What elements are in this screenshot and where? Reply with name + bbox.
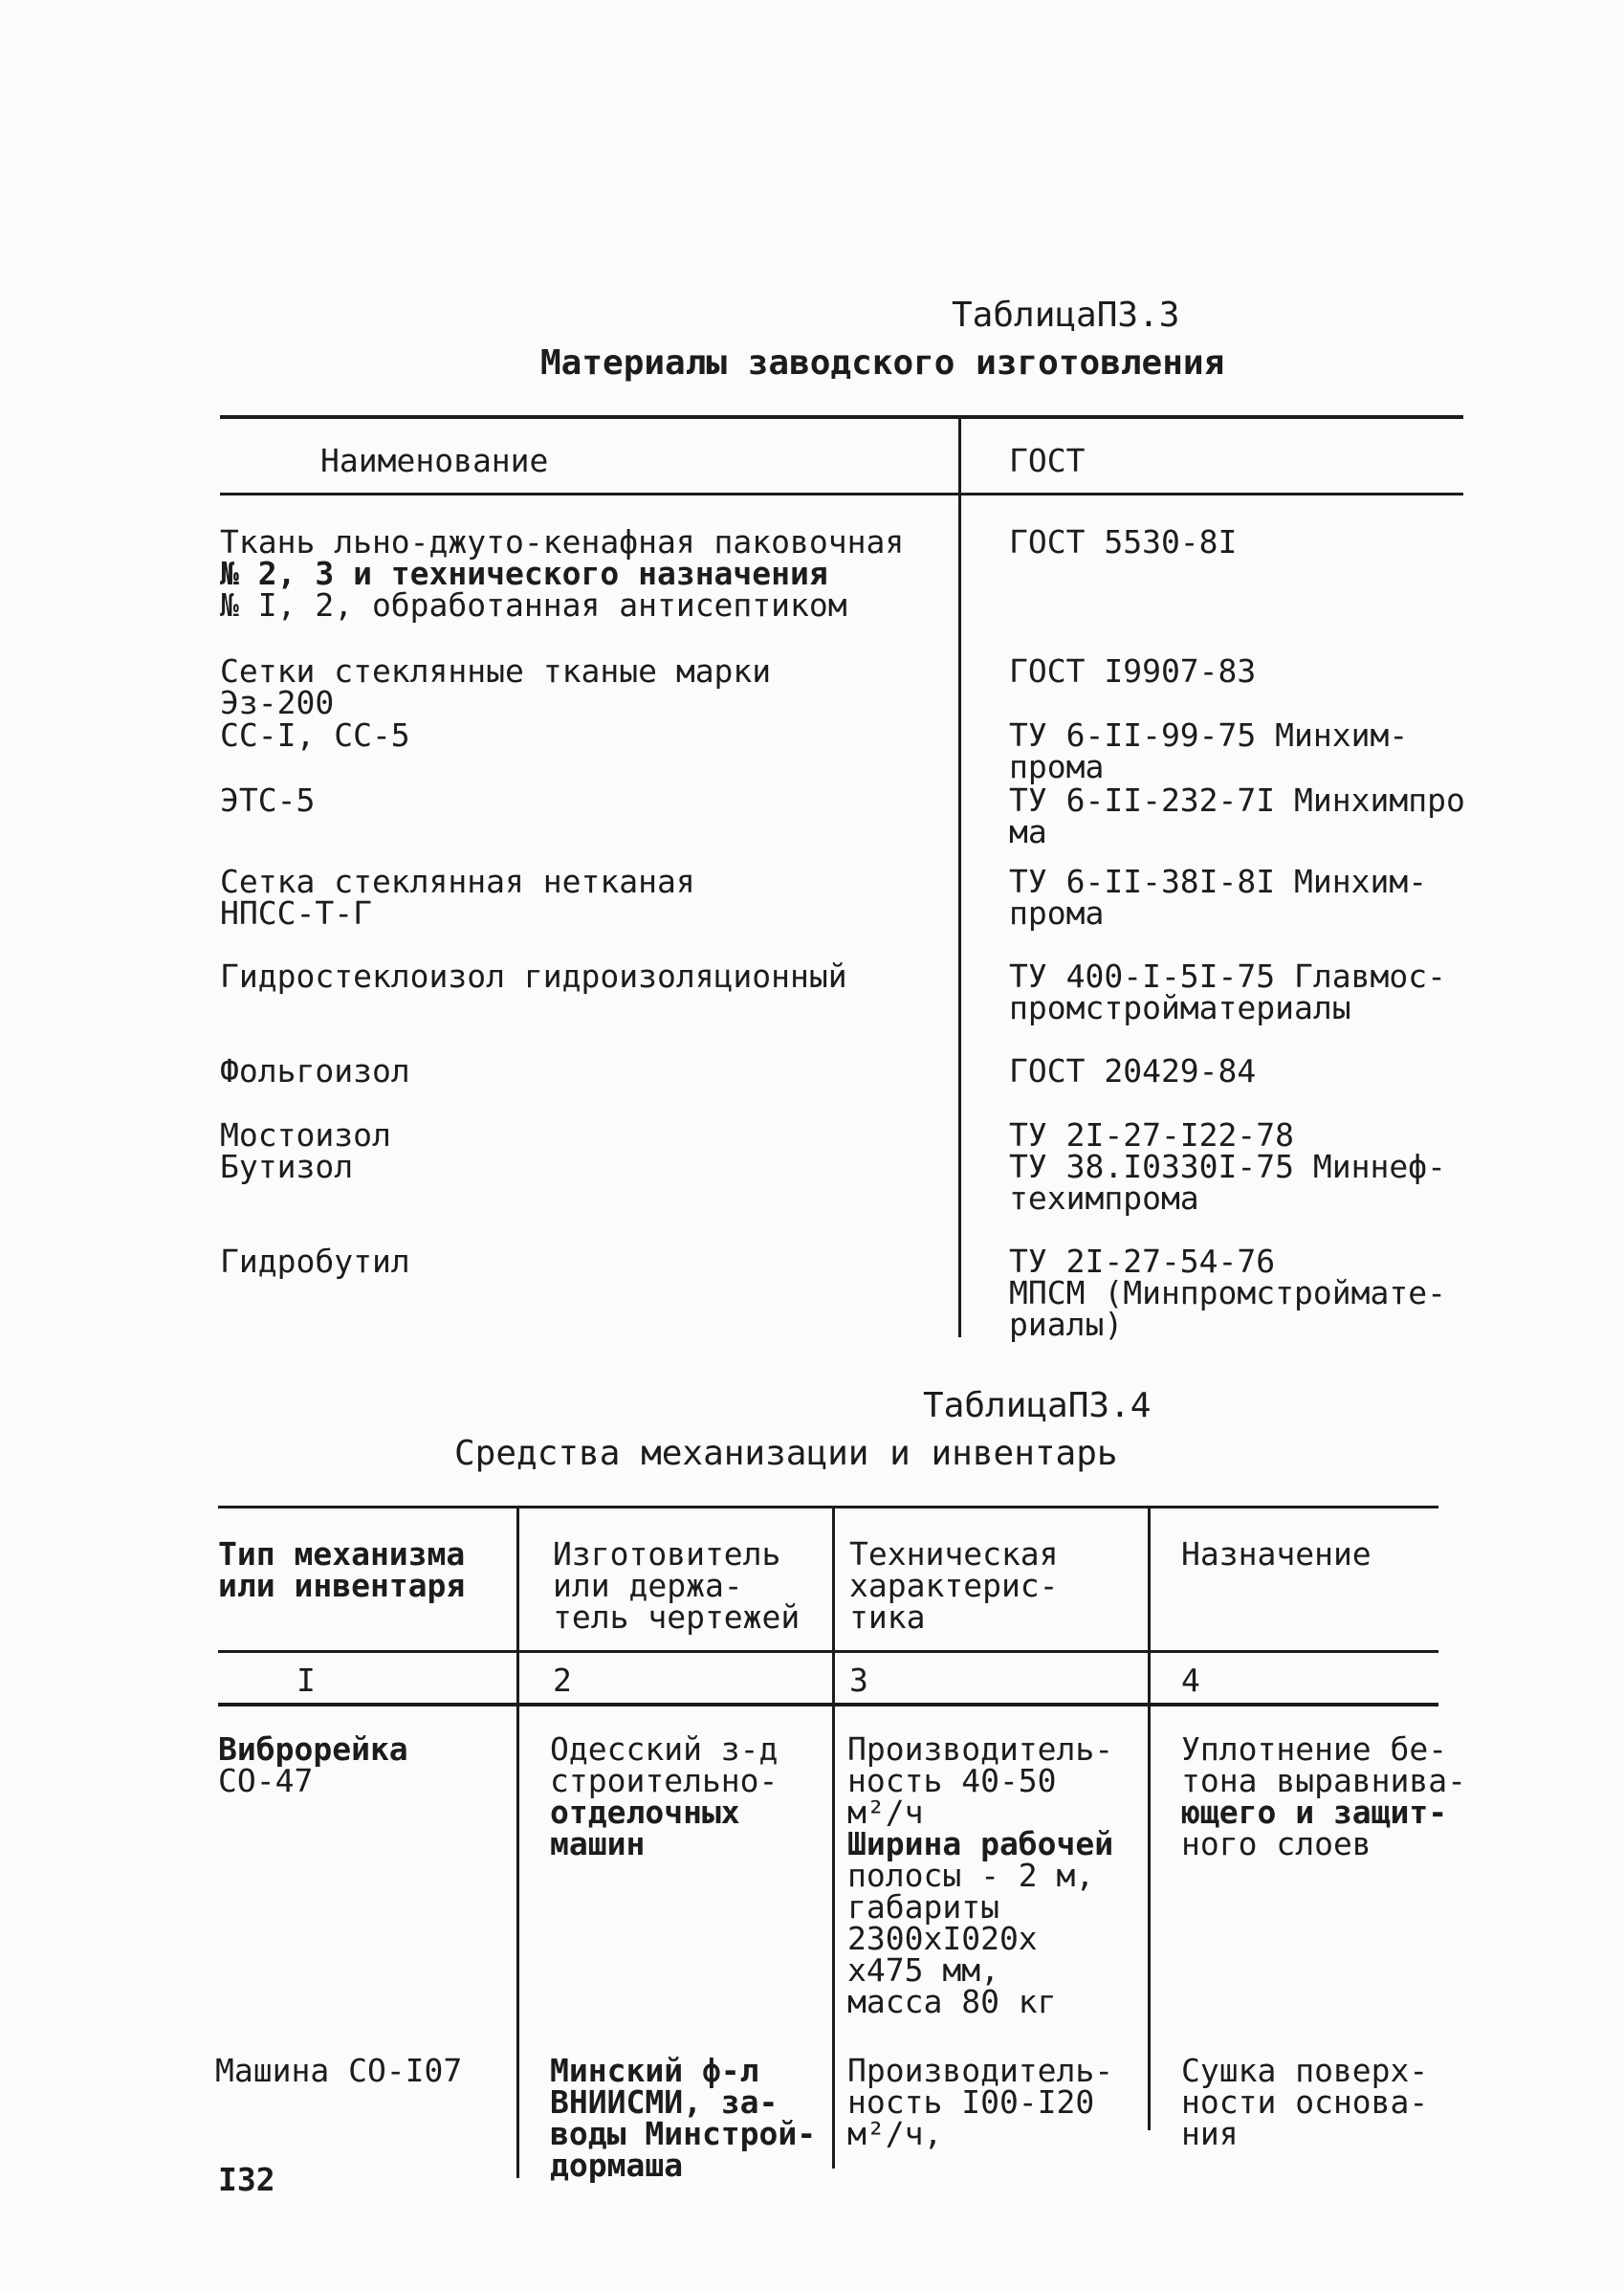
table3-row-4-name: ЭТС-5 <box>220 782 316 819</box>
table3-row-5-name: Сетка стеклянная нетканая НПСС-Т-Г <box>220 863 695 932</box>
table4-divider-1 <box>516 1508 519 2178</box>
table4-row-1-type: Виброрейка СО-47 <box>218 1730 408 1799</box>
table3-row-7-gost: ГОСТ 20429-84 <box>1009 1052 1257 1090</box>
table3-row-1-name: Ткань льно-джуто-кенафная паковочная № 2, 3 и технического назначения № I, 2, обработанная антисептиком <box>220 523 905 624</box>
table4-header-spec: Техническая характерис- тика <box>849 1535 1059 1636</box>
table3-row-2-name: Сетки стеклянные тканые марки Эз-200 <box>220 652 772 721</box>
table3-row-4-gost: ТУ 6-II-232-7I Минхимпро ма <box>1009 782 1465 850</box>
table4-colnum-1: I <box>296 1662 316 1699</box>
table3-row-10-name: Гидробутил <box>220 1243 410 1280</box>
table4-row-1-maker: Одесский з-д строительно- отделочных машин <box>550 1730 779 1862</box>
table3-row-3-name: СС-I, СС-5 <box>220 716 410 754</box>
page-number: I32 <box>218 2161 275 2198</box>
table4-colnum-4: 4 <box>1181 1662 1200 1699</box>
table4-header-type: Тип механизма или инвентаря <box>218 1535 466 1604</box>
table4-divider-2 <box>832 1508 835 2169</box>
table3-column-divider <box>958 419 961 1337</box>
table4-row-2-type: Машина СО-I07 <box>215 2052 463 2089</box>
table3-row-10-gost: ТУ 2I-27-54-76 МПСМ (Минпромстроймате- риалы) <box>1009 1243 1446 1343</box>
table3-row-2-gost: ГОСТ I9907-83 <box>1009 652 1257 690</box>
table3-row-3-gost: ТУ 6-II-99-75 Минхим- прома <box>1009 716 1409 785</box>
table4-number-rule <box>218 1703 1438 1706</box>
table4-row-1-spec: Производитель- ность 40-50 м²/ч Ширина рабочей полосы - 2 м, габариты 2300хI020х х475 мм, масса 80 кг <box>847 1730 1114 2020</box>
table3-row-7-name: Фольгоизол <box>220 1052 410 1090</box>
table4-number: ТаблицаП3.4 <box>923 1386 1152 1425</box>
table3-top-rule <box>220 415 1463 419</box>
table4-title: Средства механизации и инвентарь <box>454 1434 1118 1473</box>
table4-colnum-3: 3 <box>849 1662 868 1699</box>
table4-header-maker: Изготовитель или держа- тель чертежей <box>553 1535 801 1636</box>
table4-top-rule <box>218 1506 1438 1508</box>
table3-row-6-gost: ТУ 400-I-5I-75 Главмос- промстройматериалы <box>1009 958 1446 1026</box>
table3-row-5-gost: ТУ 6-II-38I-8I Минхим- прома <box>1009 863 1428 932</box>
table4-row-1-purpose: Уплотнение бе- тона выравнива- ющего и защит- ного слоев <box>1181 1730 1467 1862</box>
table3-row-1-gost: ГОСТ 5530-8I <box>1009 523 1238 561</box>
table4-header-purpose: Назначение <box>1181 1535 1372 1573</box>
table3-header-name: Наименование <box>320 442 549 479</box>
table4-row-2-spec: Производитель- ность I00-I20 м²/ч, <box>847 2052 1114 2152</box>
table4-divider-3 <box>1148 1508 1151 2130</box>
table3-row-8-name: Мостоизол Бутизол <box>220 1116 391 1185</box>
table3-header-gost: ГОСТ <box>1009 442 1086 479</box>
table3-number: ТаблицаП3.3 <box>952 296 1180 335</box>
table3-row-6-name: Гидростеклоизол гидроизоляционный <box>220 958 847 995</box>
table4-colnum-2: 2 <box>553 1662 572 1699</box>
table3-header-rule <box>220 493 1463 495</box>
table4-header-rule <box>218 1650 1438 1653</box>
table4-row-2-purpose: Сушка поверх- ности основа- ния <box>1181 2052 1429 2152</box>
table3-title: Материалы заводского изготовления <box>540 343 1225 383</box>
table4-row-2-maker: Минский ф-л ВНИИСМИ, за- воды Минстрой- дормаша <box>550 2052 817 2184</box>
table3-row-8-gost: ТУ 2I-27-I22-78 ТУ 38.I0330I-75 Миннеф- техимпрома <box>1009 1116 1446 1217</box>
